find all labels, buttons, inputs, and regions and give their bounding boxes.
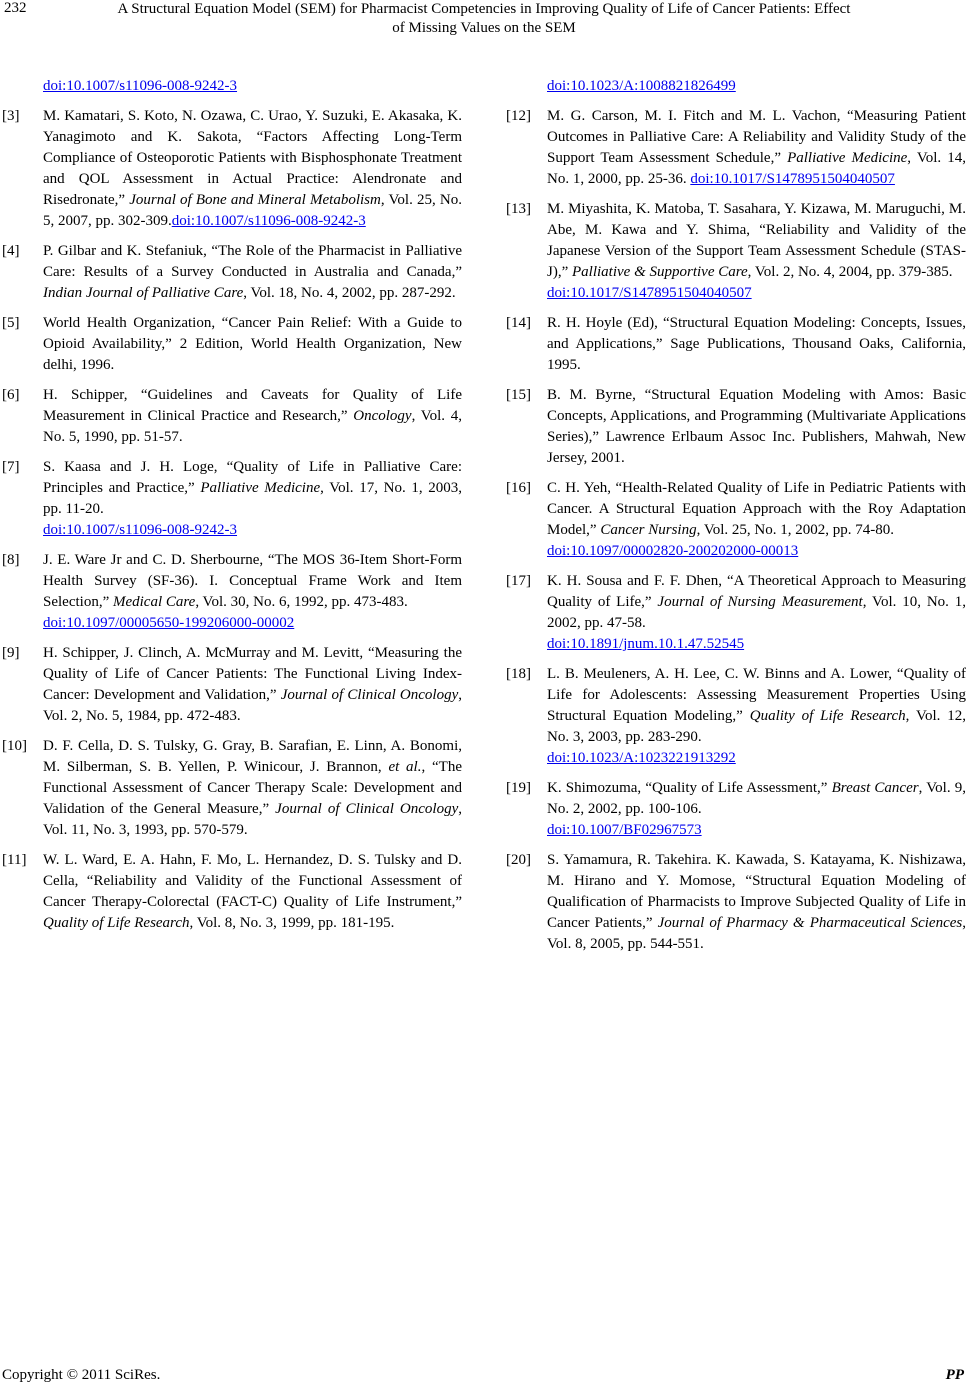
reference-list-right	[504, 106, 966, 955]
reference-journal: Journal of Bone and Mineral Metabolism	[129, 192, 381, 208]
reference-list-left	[0, 106, 462, 934]
page-number: 232	[4, 0, 27, 16]
reference-number: [8]	[2, 552, 20, 568]
reference-item	[0, 313, 462, 376]
reference-number: [4]	[2, 243, 20, 259]
reference-journal: Journal of Nursing Measurement	[657, 594, 863, 610]
reference-number: [7]	[2, 459, 20, 475]
reference-number: [15]	[506, 387, 531, 403]
reference-details: , Vol. 25, No. 1, 2002, pp. 74-80.	[696, 522, 894, 538]
right-column	[504, 76, 966, 964]
reference-authors-title: J. E. Ware Jr and C. D. Sherbourne, “The MOS 36-Item Short-Form Health Survey (SF-36). I. Conceptual Frame Work and Item Selection,”	[43, 552, 462, 610]
reference-details: , Vol. 30, No. 6, 1992, pp. 473-483.	[195, 594, 408, 610]
reference-number: [10]	[2, 738, 27, 754]
reference-item	[0, 736, 462, 841]
reference-number: [12]	[506, 108, 531, 124]
copyright-notice: Copyright © 2011 SciRes.	[2, 1367, 161, 1383]
reference-authors-title: R. H. Hoyle (Ed), “Structural Equation Modeling: Concepts, Issues, and Applications,” Sage Publications, Thousand Oaks, California, 1995.	[547, 315, 966, 373]
reference-authors-title: S. Yamamura, R. Takehira. K. Kawada, S. Katayama, K. Nishizawa, M. Hirano and Y. Momose, “Structural Equation Modeling of Qualification of Pharmacists to Improve Subjected Quality of Life in Cancer Patients,”	[547, 852, 966, 931]
reference-et-al: et al.	[388, 759, 422, 775]
reference-details: , Vol. 8, No. 3, 1999, pp. 181-195.	[189, 915, 395, 931]
reference-journal: Journal of Pharmacy & Pharmaceutical Sciences	[657, 915, 963, 931]
reference-journal: Oncology	[353, 408, 412, 424]
reference-authors-title: M. Miyashita, K. Matoba, T. Sasahara, Y. Kizawa, M. Maruguchi, M. Abe, M. Kawa and Y. Shima, “Reliability and Validity of the Japanese Version of the Support Team Assessment Schedule (STAS-J),”	[547, 201, 966, 280]
reference-authors-title: H. Schipper, “Guidelines and Caveats for Quality of Life Measurement in Clinical Practice and Research,”	[43, 387, 462, 424]
reference-journal: Indian Journal of Palliative Care	[43, 285, 244, 301]
reference-authors-title: C. H. Yeh, “Health-Related Quality of Life in Pediatric Patients with Cancer. A Structural Equation Approach with the Roy Adaptation Model,”	[547, 480, 966, 538]
reference-details: , Vol. 4, No. 5, 1990, pp. 51-57.	[43, 408, 462, 445]
reference-number: [3]	[2, 108, 20, 124]
doi-link[interactable]: doi:10.1007/s11096-008-9242-3	[43, 522, 238, 538]
reference-item	[504, 478, 966, 562]
reference-authors-title: K. Shimozuma, “Quality of Life Assessment,”	[547, 780, 832, 796]
doi-link[interactable]: doi:10.1007/BF02967573	[547, 822, 702, 838]
reference-item	[504, 850, 966, 955]
doi-link[interactable]: doi:10.1023/A:1008821826499	[547, 78, 736, 94]
doi-link[interactable]: doi:10.1017/S1478951504040507	[547, 285, 752, 301]
reference-number: [6]	[2, 387, 20, 403]
left-column	[0, 76, 462, 943]
reference-item	[504, 385, 966, 469]
reference-authors-title: H. Schipper, J. Clinch, A. McMurray and M. Levitt, “Measuring the Quality of Life of Cancer Patients: The Functional Living Index-Cancer: Development and Validation,”	[43, 645, 462, 703]
reference-number: [5]	[2, 315, 20, 331]
continuation-doi	[504, 76, 966, 97]
reference-authors-title: D. F. Cella, D. S. Tulsky, G. Gray, B. Sarafian, E. Linn, A. Bonomi, M. Silberman, S. B. Yellen, P. Winicour, J. Brannon,	[43, 738, 462, 775]
reference-journal: Medical Care	[112, 594, 196, 610]
reference-journal: Journal of Clinical Oncology	[280, 687, 459, 703]
reference-journal: Journal of Clinical Oncology	[275, 801, 459, 817]
reference-details: , Vol. 12, No. 3, 2003, pp. 283-290.	[547, 708, 967, 745]
reference-title: , “The Functional Assessment of Cancer Therapy Scale: Development and Validation of the General Measure,”	[43, 759, 462, 817]
reference-item	[504, 778, 966, 841]
reference-journal: Quality of Life Research	[43, 915, 190, 931]
doi-link[interactable]: doi:10.1007/s11096-008-9242-3	[171, 213, 366, 229]
doi-link[interactable]: doi:10.1007/s11096-008-9242-3	[43, 78, 238, 94]
reference-authors-title: World Health Organization, “Cancer Pain Relief: With a Guide to Opioid Availability,” 2 Edition, World Health Organization, New delhi, 1996.	[43, 315, 462, 373]
reference-number: [19]	[506, 780, 531, 796]
reference-number: [20]	[506, 852, 531, 868]
reference-journal: Palliative & Supportive Care	[572, 264, 748, 280]
journal-abbreviation: PP	[945, 1367, 964, 1383]
doi-link[interactable]: doi:10.1097/00005650-199206000-00002	[43, 615, 295, 631]
reference-item	[0, 385, 462, 448]
reference-authors-title: K. H. Sousa and F. F. Dhen, “A Theoretical Approach to Measuring Quality of Life,”	[547, 573, 966, 610]
reference-item	[504, 664, 966, 769]
reference-journal: Palliative Medicine	[787, 150, 908, 166]
reference-authors-title: W. L. Ward, E. A. Hahn, F. Mo, L. Hernandez, D. S. Tulsky and D. Cella, “Reliability and Validity of the Functional Assessment of Cancer Therapy-Colorectal (FACT-C) Quality of Life Instrument,”	[43, 852, 462, 910]
doi-link[interactable]: doi:10.1097/00002820-200202000-00013	[547, 543, 799, 559]
reference-details: , Vol. 14, No. 1, 2000, pp. 25-36.	[547, 150, 967, 187]
reference-authors-title: P. Gilbar and K. Stefaniuk, “The Role of the Pharmacist in Palliative Care: Results of a Survey Conducted in Australia and Canada,”	[43, 243, 462, 280]
reference-number: [13]	[506, 201, 531, 217]
reference-journal: Quality of Life Research	[749, 708, 906, 724]
reference-number: [18]	[506, 666, 531, 682]
reference-item	[0, 457, 462, 541]
reference-details: , Vol. 25, No. 5, 2007, pp. 302-309.	[43, 192, 462, 229]
reference-details: , Vol. 2, No. 5, 1984, pp. 472-483.	[43, 687, 462, 724]
reference-journal: Breast Cancer	[831, 780, 919, 796]
reference-item	[504, 199, 966, 304]
continuation-doi	[0, 76, 462, 97]
reference-details: , Vol. 18, No. 4, 2002, pp. 287-292.	[243, 285, 456, 301]
reference-authors-title: B. M. Byrne, “Structural Equation Modeling with Amos: Basic Concepts, Applications, and Programming (Multivariate Applications Series),” Lawrence Erlbaum Assoc Inc. Publishers, Mahwah, New Jersey, 2001.	[547, 387, 966, 466]
reference-number: [9]	[2, 645, 20, 661]
running-head	[20, 0, 948, 38]
reference-details: , Vol. 10, No. 1, 2002, pp. 47-58.	[547, 594, 966, 631]
reference-journal: Palliative Medicine	[200, 480, 321, 496]
reference-details: , Vol. 2, No. 4, 2004, pp. 379-385.	[747, 264, 953, 280]
reference-item	[504, 313, 966, 376]
reference-item	[0, 550, 462, 634]
running-head-line-1: A Structural Equation Model (SEM) for Pharmacist Competencies in Improving Quality of Life of Cancer Patients: Effect	[117, 1, 851, 17]
reference-authors-title: M. G. Carson, M. I. Fitch and M. L. Vachon, “Measuring Patient Outcomes in Palliative Care: A Reliability and Validity Study of the Support Team Assessment Schedule,”	[547, 108, 966, 166]
doi-link[interactable]: doi:10.1023/A:1023221913292	[547, 750, 736, 766]
reference-details: , Vol. 17, No. 1, 2003, pp. 11-20.	[43, 480, 462, 517]
reference-item	[0, 241, 462, 304]
doi-link[interactable]: doi:10.1891/jnum.10.1.47.52545	[547, 636, 745, 652]
reference-journal: Cancer Nursing	[600, 522, 697, 538]
reference-number: [16]	[506, 480, 531, 496]
reference-details: , Vol. 11, No. 3, 1993, pp. 570-579.	[43, 801, 462, 838]
reference-item	[0, 850, 462, 934]
reference-authors-title: M. Kamatari, S. Koto, N. Ozawa, C. Urao, Y. Suzuki, E. Akasaka, K. Yanagimoto and K. Sakota, “Factors Affecting Long-Term Compliance of Osteoporotic Patients with Bisphosphonate Treatment and QOL Assessment in Actual Practice: Alendronate and Risedronate,”	[43, 108, 462, 208]
reference-number: [17]	[506, 573, 531, 589]
reference-authors-title: L. B. Meuleners, A. H. Lee, C. W. Binns and A. Lower, “Quality of Life for Adolescents: Assessing Measurement Properties Using Structural Equation Modeling,”	[547, 666, 966, 724]
reference-item	[0, 643, 462, 727]
reference-item	[0, 106, 462, 232]
reference-item	[504, 106, 966, 190]
doi-link[interactable]: doi:10.1017/S1478951504040507	[690, 171, 895, 187]
reference-authors-title: S. Kaasa and J. H. Loge, “Quality of Life in Palliative Care: Principles and Practice,”	[43, 459, 462, 496]
running-head-line-2: of Missing Values on the SEM	[392, 20, 576, 36]
reference-number: [11]	[2, 852, 27, 868]
reference-details: , Vol. 8, 2005, pp. 544-551.	[547, 915, 966, 952]
reference-number: [14]	[506, 315, 531, 331]
reference-details: , Vol. 9, No. 2, 2002, pp. 100-106.	[547, 780, 967, 817]
reference-item	[504, 571, 966, 655]
